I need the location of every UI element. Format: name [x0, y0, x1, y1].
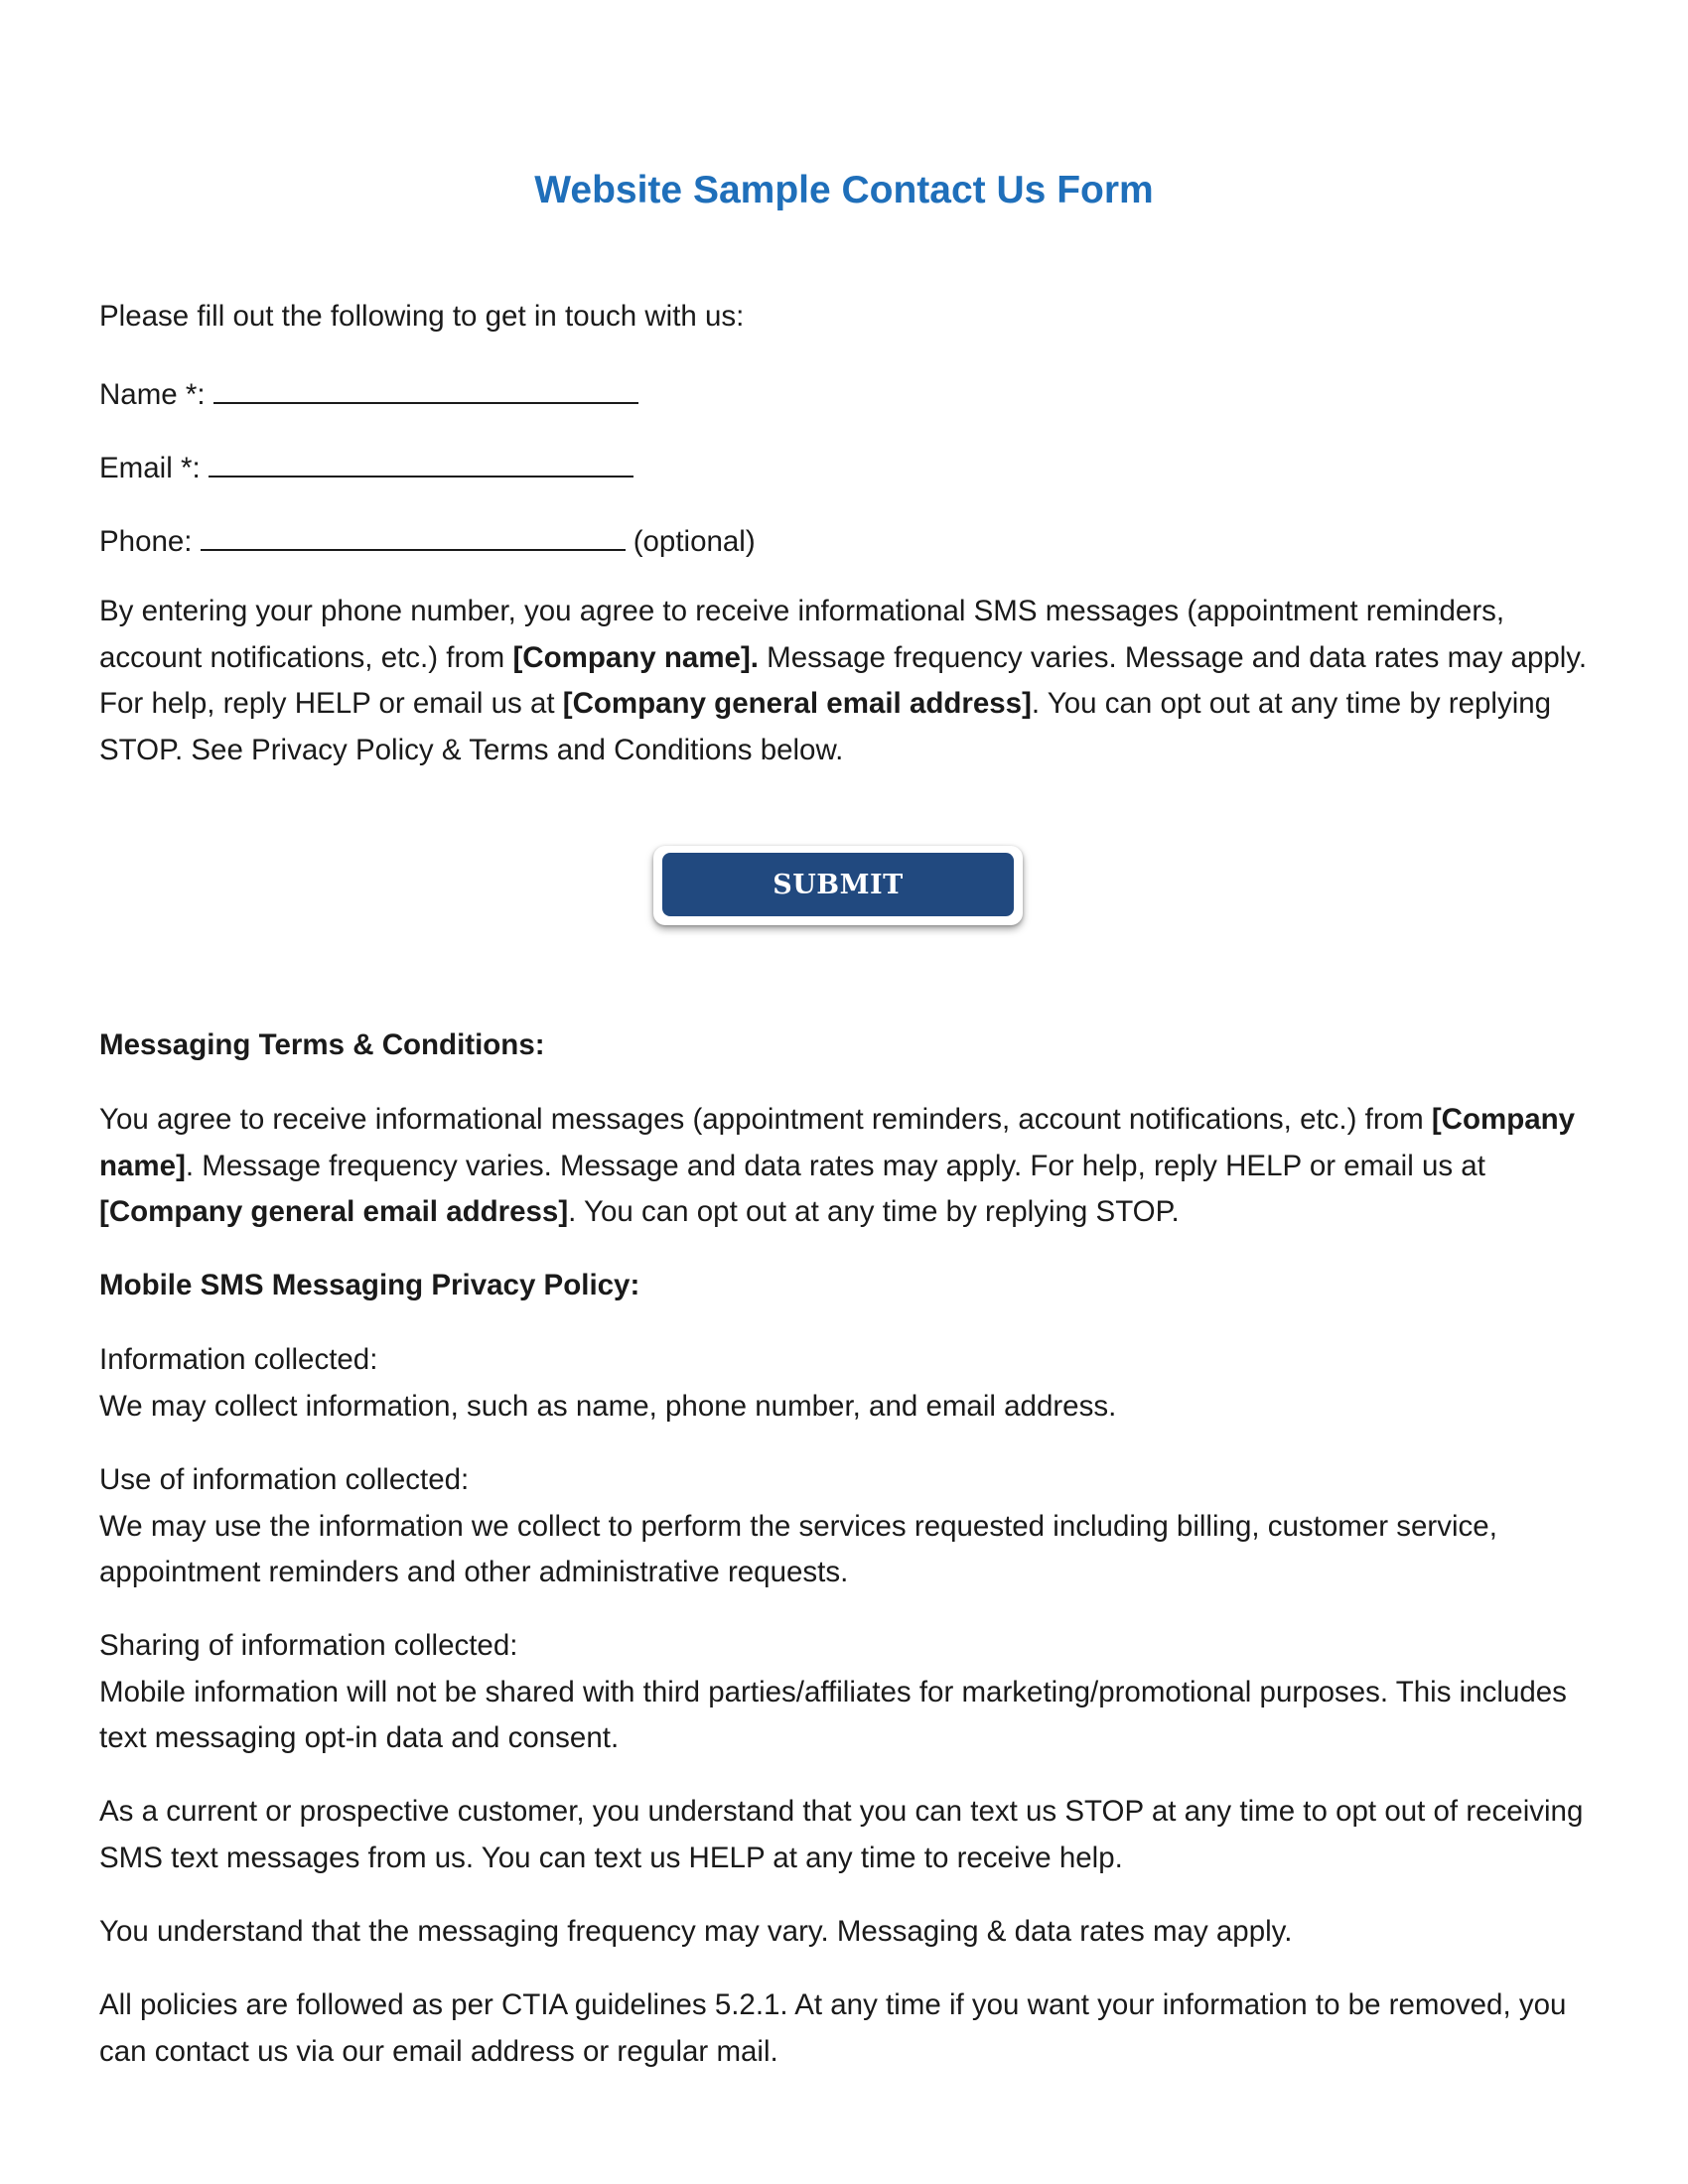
phone-row [99, 515, 1589, 566]
terms-text-2: . Message frequency varies. Message and data rates may apply. For help, reply HELP or email us at [185, 1149, 1485, 1182]
page-title: Website Sample Contact Us Form [534, 169, 1154, 211]
info-collected-block [99, 1337, 1589, 1430]
consent-text-3: . You can opt out at any time by replying STOP. See Privacy Policy & Terms and Conditions below. [99, 687, 1552, 766]
consent-text-1: By entering your phone number, you agree to receive informational SMS messages (appointment reminders, account notifications, etc.) from [99, 595, 1505, 674]
sharing-info-text: Mobile information will not be shared with third parties/affiliates for marketing/promotional purposes. This includes text messaging opt-in data and consent. [99, 1675, 1567, 1754]
consent-company-name: [Company name]. [512, 640, 759, 674]
intro-text: Please fill out the following to get in touch with us: [99, 300, 745, 333]
use-info-text: We may use the information we collect to perform the services requested including billing, customer service, appointment reminders and other administrative requests. [99, 1509, 1497, 1588]
document-page [99, 0, 1589, 2184]
consent-text-2: Message frequency varies. Message and data rates may apply. For help, reply HELP or email us at [99, 640, 1588, 720]
email-label: Email *: [99, 452, 201, 484]
phone-optional-note: (optional) [633, 525, 756, 558]
terms-company-name: [Company name] [99, 1103, 1576, 1182]
info-collected-text: We may collect information, such as name, phone number, and email address. [99, 1389, 1117, 1423]
privacy-heading: Mobile SMS Messaging Privacy Policy: [99, 1269, 640, 1301]
phone-label: Phone: [99, 525, 193, 558]
terms-company-email: [Company general email address] [99, 1195, 569, 1228]
email-field[interactable] [209, 442, 633, 478]
email-row [99, 442, 1589, 492]
use-info-block [99, 1457, 1589, 1596]
sharing-info-block [99, 1623, 1589, 1762]
sharing-info-label: Sharing of information collected: [99, 1629, 518, 1662]
frequency-paragraph: You understand that the messaging frequency may vary. Messaging & data rates may apply. [99, 1915, 1293, 1948]
info-collected-label: Information collected: [99, 1343, 378, 1376]
use-info-label: Use of information collected: [99, 1463, 470, 1496]
sms-consent-paragraph [99, 589, 1589, 773]
phone-field[interactable] [201, 515, 626, 551]
name-field[interactable] [213, 368, 638, 404]
terms-heading: Messaging Terms & Conditions: [99, 1028, 545, 1061]
terms-text-3: . You can opt out at any time by replying STOP. [568, 1195, 1180, 1228]
submit-button-frame [653, 846, 1023, 925]
ctia-paragraph: All policies are followed as per CTIA guidelines 5.2.1. At any time if you want your information to be removed, you can contact us via our email address or regular mail. [99, 1988, 1567, 2068]
terms-paragraph [99, 1097, 1589, 1236]
terms-text-1: You agree to receive informational messages (appointment reminders, account notifications, etc.) from [99, 1103, 1432, 1136]
stop-help-paragraph: As a current or prospective customer, you understand that you can text us STOP at any time to opt out of receiving SMS text messages from us. You can text us HELP at any time to receive help. [99, 1795, 1584, 1874]
consent-company-email: [Company general email address] [562, 687, 1032, 720]
name-row [99, 368, 1589, 419]
submit-button[interactable]: SUBMIT [662, 853, 1014, 916]
name-label: Name *: [99, 378, 206, 411]
